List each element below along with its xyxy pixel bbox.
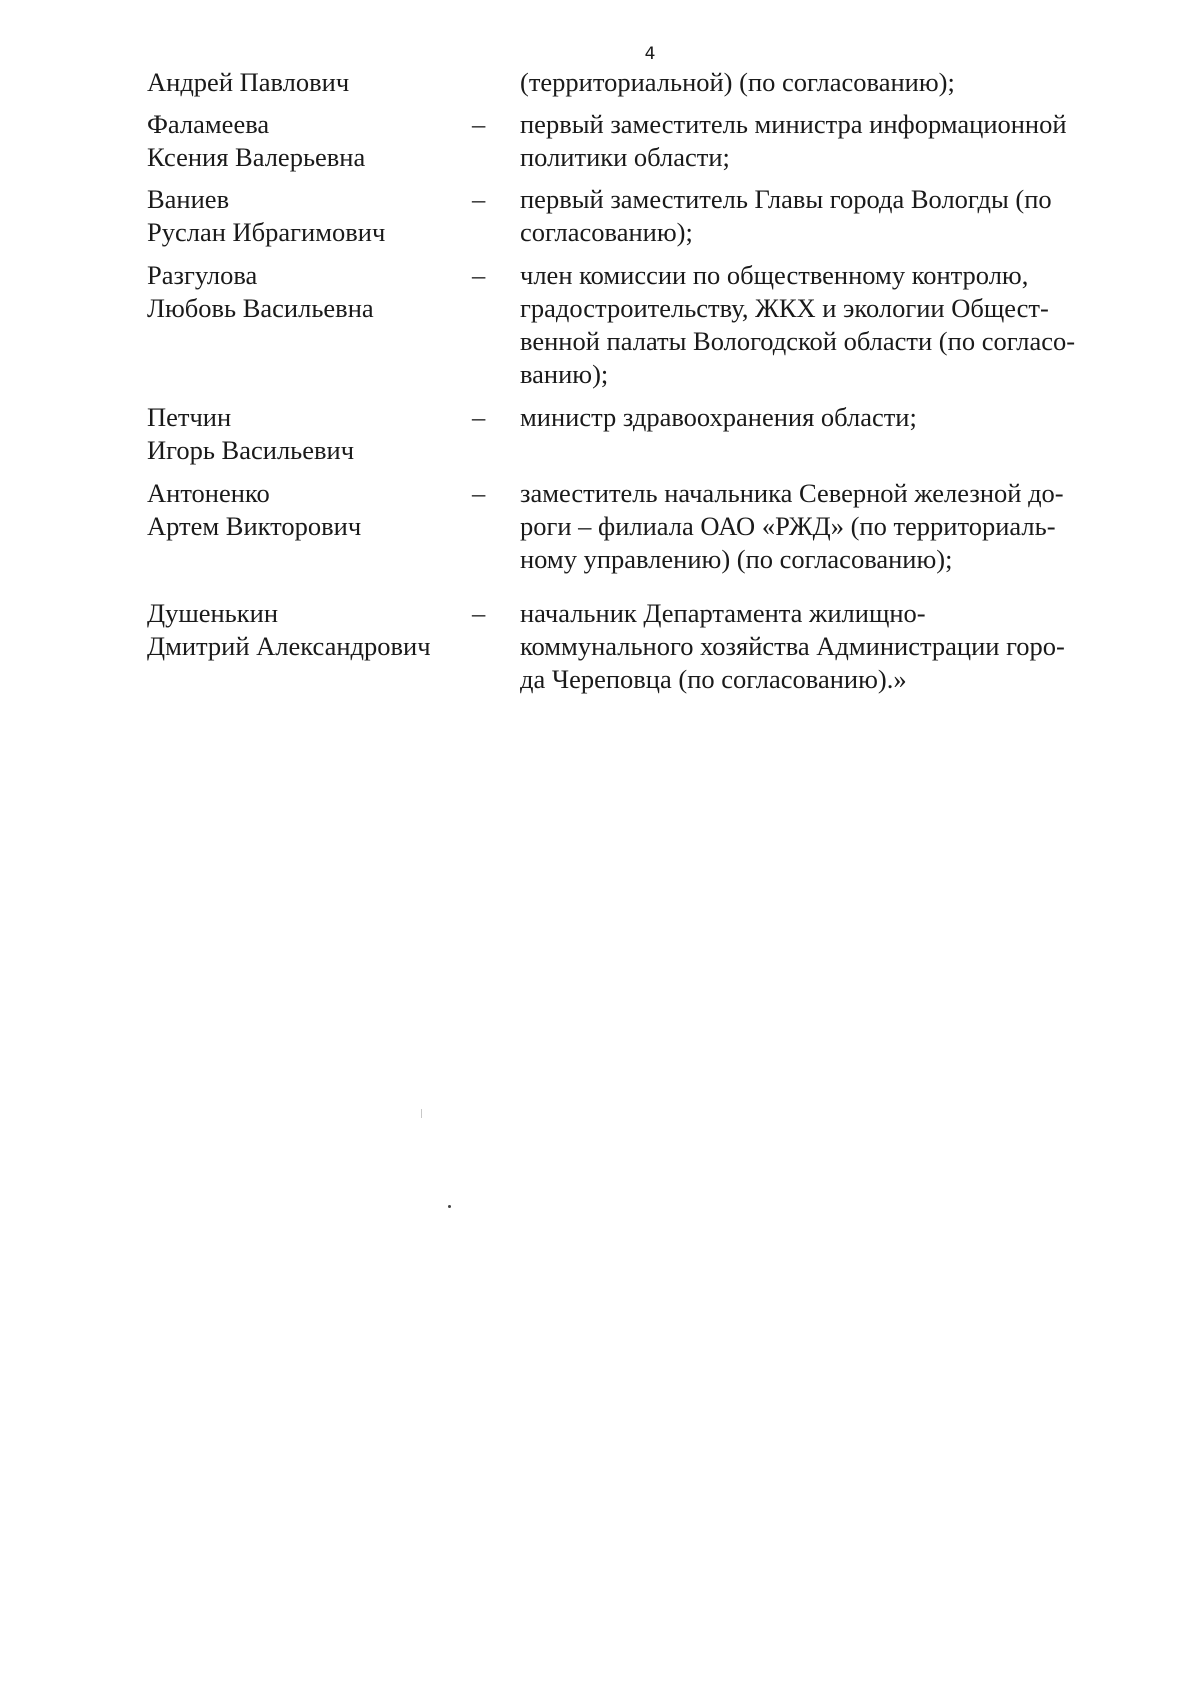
member-role: первый заместитель министра информационной политики области; [520,109,1067,172]
member-dash: – [472,478,486,508]
member-name: Антоненко Артем Викторович [147,478,362,541]
member-name: Душенькин Дмитрий Александрович [147,598,431,661]
member-dash: – [472,109,486,139]
member-row [147,401,1147,467]
member-dash: – [472,260,486,290]
member-dash: – [472,402,486,432]
member-role: министр здравоохранения области; [520,402,917,432]
member-row [147,183,1147,249]
member-row [147,66,1147,99]
member-role: начальник Департамента жилищно- коммунального хозяйства Администрации горо- да Череповца (по согласованию).» [520,598,1065,694]
member-row [147,597,1147,696]
member-dash: – [472,598,486,628]
member-dash: – [472,184,486,214]
member-name: Ваниев Руслан Ибрагимович [147,184,386,247]
scan-speck [448,1205,451,1208]
member-role: первый заместитель Главы города Вологды (по согласованию); [520,184,1052,247]
scan-speck [421,1109,422,1118]
member-role: (территориальной) (по согласованию); [520,67,955,97]
member-row [147,108,1147,174]
member-name: Андрей Павлович [147,67,350,97]
member-list [147,66,1147,696]
member-role: заместитель начальника Северной железной до- роги – филиала ОАО «РЖД» (по территориаль- ному управлению) (по согласованию); [520,478,1064,574]
member-role: член комиссии по общественному контролю, градостроительству, ЖКХ и экологии Общест- венной палаты Вологодской области (по согласо- ванию); [520,260,1076,389]
page-number: 4 [644,44,656,64]
member-row [147,477,1147,576]
member-name: Петчин Игорь Васильевич [147,402,355,465]
member-row [147,259,1147,391]
member-name: Фаламеева Ксения Валерьевна [147,109,366,172]
member-name: Разгулова Любовь Васильевна [147,260,374,323]
